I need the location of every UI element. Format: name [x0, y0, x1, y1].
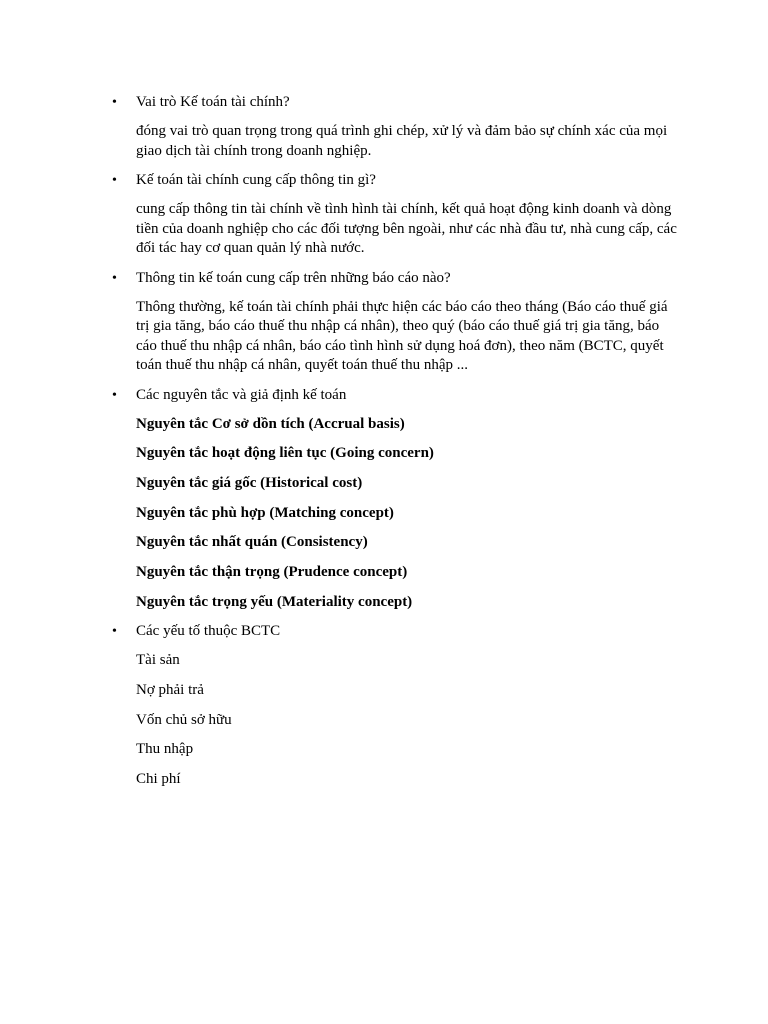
element-item: Tài sản	[136, 652, 180, 669]
bullet-question	[112, 269, 681, 288]
principle-item: Nguyên tắc nhất quán (Consistency)	[136, 534, 368, 551]
element-item: Thu nhập	[136, 741, 194, 758]
principle-item: Nguyên tắc phù hợp (Matching concept)	[136, 504, 394, 521]
answer-paragraph: cung cấp thông tin tài chính về tình hình tài chính, kết quả hoạt động kinh doanh và dòng tiền của doanh nghiệp cho các đối tượng bên ngoài, như các nhà đầu tư, nhà cung cấp, các đối tác hay cơ quan quản lý nhà nước.	[136, 201, 677, 256]
element-item: Vốn chủ sở hữu	[136, 711, 232, 728]
bullet-marker: •	[112, 173, 117, 188]
bullet-question	[112, 622, 681, 641]
bullet-question	[112, 386, 681, 405]
element-item: Chi phí	[136, 771, 181, 788]
bullet-marker: •	[112, 270, 117, 286]
question-text: Các nguyên tắc và giả định kế toán	[136, 386, 347, 403]
question-text: Kế toán tài chính cung cấp thông tin gì?	[136, 172, 376, 188]
bullet-question	[112, 171, 681, 190]
bullet-marker: •	[112, 624, 117, 640]
bullet-marker: •	[112, 387, 117, 403]
principle-item: Nguyên tắc hoạt động liên tục (Going concern)	[136, 445, 434, 462]
bullet-question	[112, 93, 681, 112]
principle-item: Nguyên tắc giá gốc (Historical cost)	[136, 474, 363, 491]
answer-paragraph: Thông thường, kế toán tài chính phải thực hiện các báo cáo theo tháng (Báo cáo thuế giá trị gia tăng, báo cáo thuế thu nhập cá nhân), theo quý (báo cáo thuế giá trị gia tăng, báo cáo thuế thu nhập cá nhân, báo cáo tình hình sử dụng hoá đơn), theo năm (BCTC, quyết toán thuế thu nhập cá nhân, quyết toán thuế thu nhập ...	[136, 298, 668, 373]
principle-item: Nguyên tắc Cơ sở dồn tích (Accrual basis)	[136, 415, 405, 432]
element-item: Nợ phải trả	[136, 682, 204, 698]
question-text: Các yếu tố thuộc BCTC	[136, 623, 281, 640]
bullet-marker: •	[112, 95, 117, 110]
question-text: Thông tin kế toán cung cấp trên những báo cáo nào?	[136, 269, 451, 286]
question-text: Vai trò Kế toán tài chính?	[136, 94, 290, 110]
answer-paragraph: đóng vai trò quan trọng trong quá trình ghi chép, xử lý và đảm bảo sự chính xác của mọi giao dịch tài chính trong doanh nghiệp.	[136, 123, 668, 159]
principle-item: Nguyên tắc thận trọng (Prudence concept)	[136, 563, 408, 580]
principle-item: Nguyên tắc trọng yếu (Materiality concept)	[136, 593, 413, 610]
document-body	[112, 93, 681, 800]
